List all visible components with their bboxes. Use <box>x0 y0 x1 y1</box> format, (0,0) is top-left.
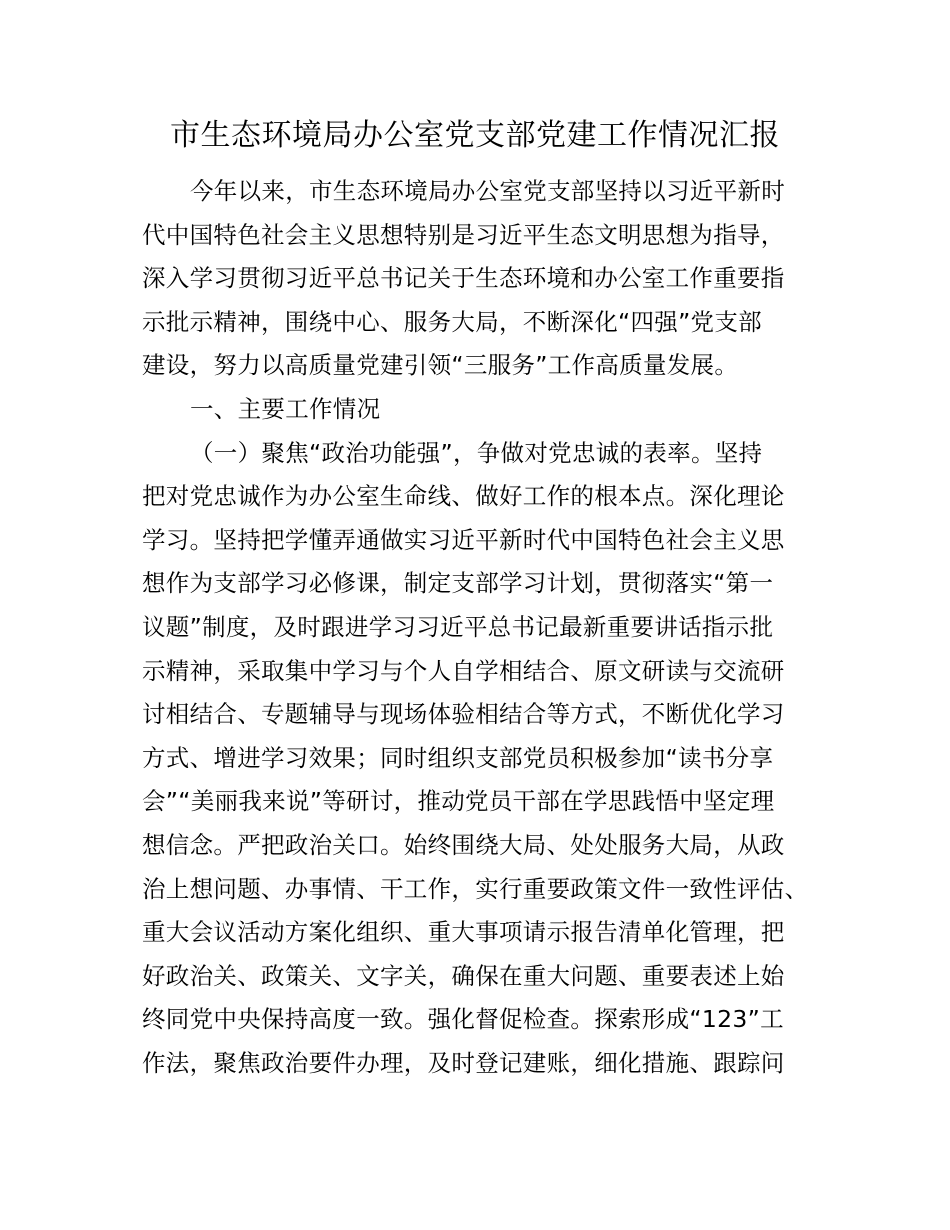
text-line: 想信念。严把政治关口。始终围绕大局、处处服务大局，从政 <box>142 830 785 859</box>
text-line: 学习。坚持把学懂弄通做实习近平新时代中国特色社会主义思 <box>142 525 785 554</box>
text-line: 代中国特色社会主义思想特别是习近平生态文明思想为指导， <box>142 220 785 249</box>
document-title: 市生态环境局办公室党支部党建工作情况汇报 <box>170 118 780 153</box>
text-line: 重大会议活动方案化组织、重大事项请示报告清单化管理，把 <box>142 918 785 947</box>
text-line: 建设，努力以高质量党建引领“三服务”工作高质量发展。 <box>142 351 739 380</box>
text-line: 议题”制度，及时跟进学习习近平总书记最新重要讲话指示批 <box>142 612 774 641</box>
section-heading: 一、主要工作情况 <box>190 394 381 423</box>
text-line: 作法，聚焦政治要件办理，及时登记建账，细化措施、跟踪问 <box>142 1048 785 1077</box>
text-line: 会”“美丽我来说”等研讨，推动党员干部在学思践悟中坚定理 <box>142 787 775 816</box>
text-line: 讨相结合、专题辅导与现场体验相结合等方式，不断优化学习 <box>142 700 785 729</box>
text-line: （一）聚焦“政治功能强”，争做对党忠诚的表率。坚持 <box>190 438 763 467</box>
text-line: 想作为支部学习必修课，制定支部学习计划，贯彻落实“第一 <box>142 569 774 598</box>
text-line: 好政治关、政策关、文字关，确保在重大问题、重要表述上始 <box>142 961 785 990</box>
text-line: 示批示精神，围绕中心、服务大局，不断深化“四强”党支部 <box>142 307 762 336</box>
text-line: 终同党中央保持高度一致。强化督促检查。探索形成“123”工 <box>142 1005 784 1034</box>
text-line: 示精神，采取集中学习与个人自学相结合、原文研读与交流研 <box>142 656 785 685</box>
text-line: 今年以来，市生态环境局办公室党支部坚持以习近平新时 <box>190 177 785 205</box>
document-body <box>142 170 842 1085</box>
text-line: 治上想问题、办事情、干工作，实行重要政策文件一致性评估、 <box>142 874 809 903</box>
text-line: 深入学习贯彻习近平总书记关于生态环境和办公室工作重要指 <box>142 264 785 293</box>
text-line: 方式、增进学习效果；同时组织支部党员积极参加“读书分享 <box>142 743 774 772</box>
text-line: 把对党忠诚作为办公室生命线、做好工作的根本点。深化理论 <box>142 482 785 511</box>
